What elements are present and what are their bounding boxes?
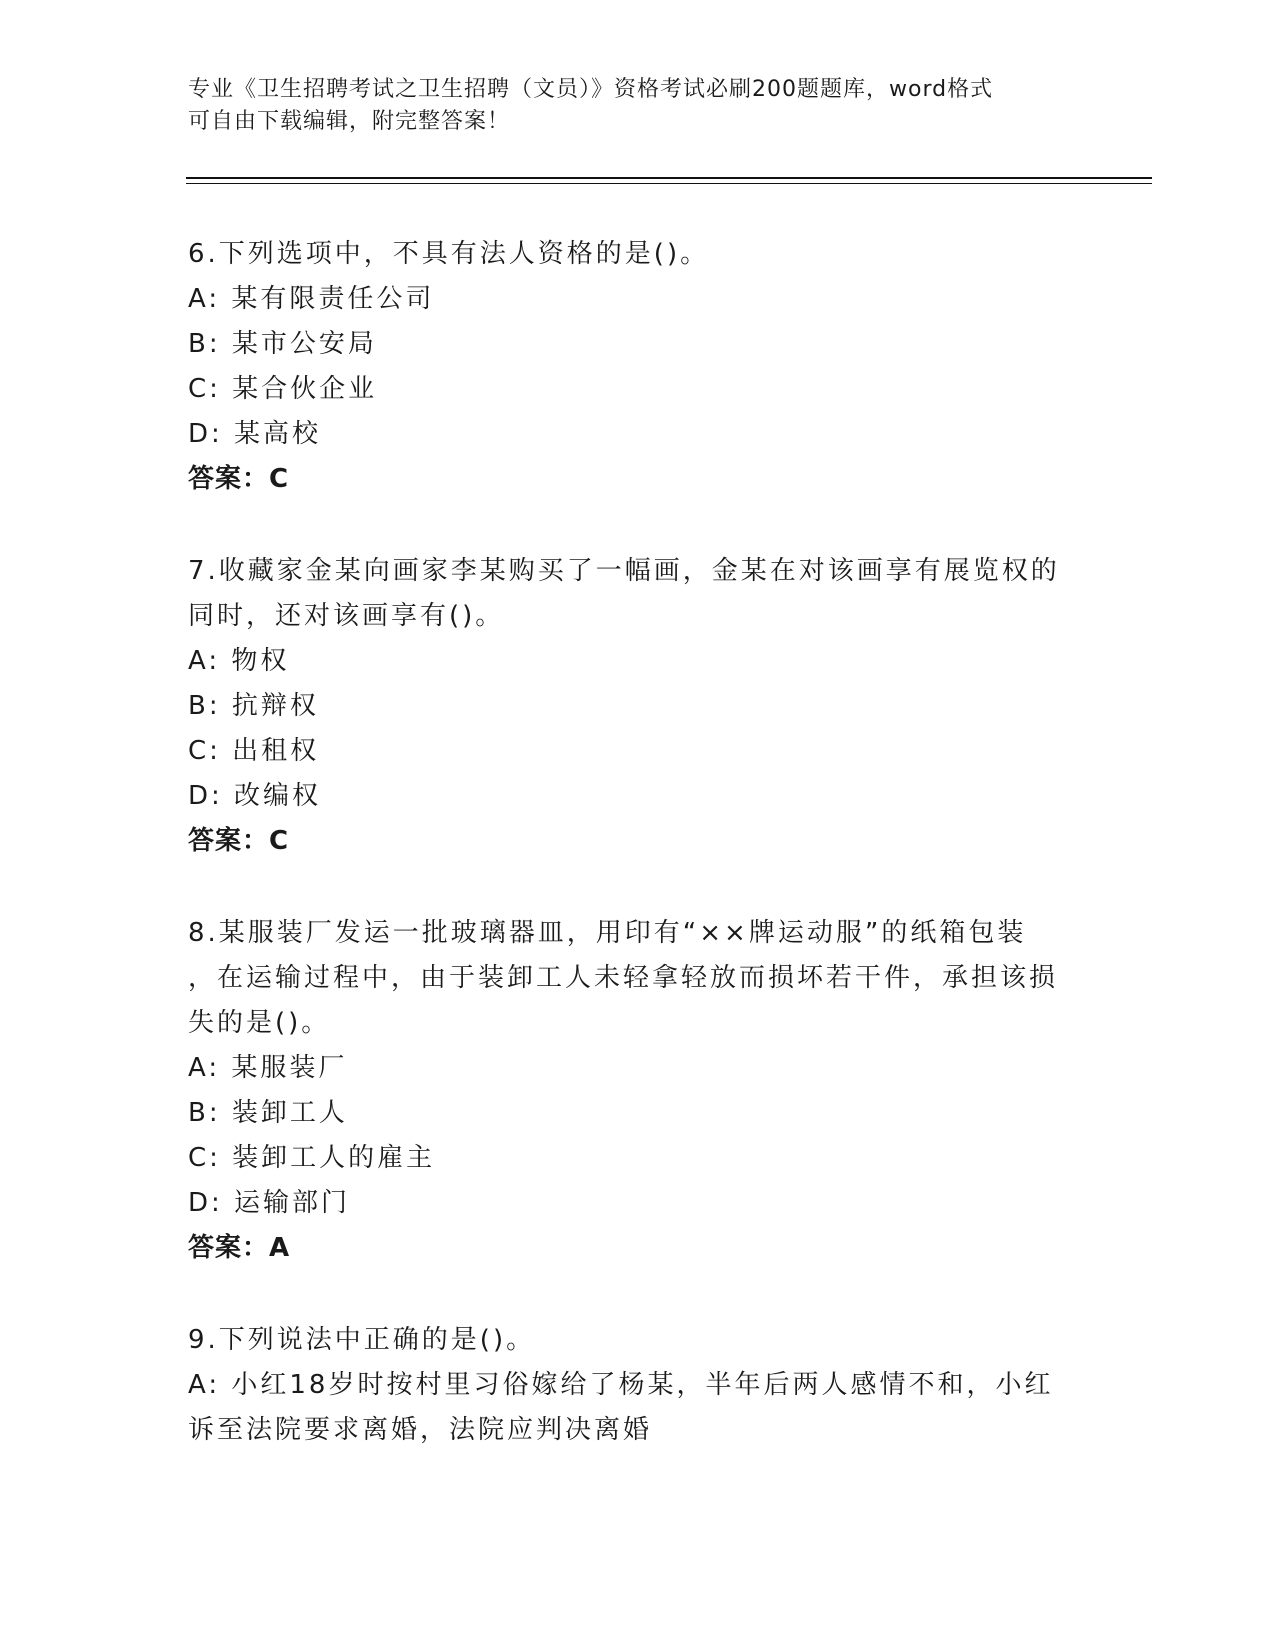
- question-stem-continued: 失的是()。: [188, 1008, 331, 1038]
- question-8: [188, 911, 1068, 1271]
- option-a: A: 某有限责任公司: [188, 284, 435, 314]
- option-a-continued: 诉至法院要求离婚，法院应判决离婚: [188, 1415, 653, 1445]
- question-stem: 7.收藏家金某向画家李某购买了一幅画，金某在对该画享有展览权的: [188, 556, 1060, 586]
- option-b: B: 某市公安局: [188, 329, 377, 359]
- answer-line: 答案：C: [188, 464, 290, 494]
- question-stem: 9.下列说法中正确的是()。: [188, 1325, 536, 1355]
- option-d: D: 改编权: [188, 781, 322, 811]
- header-divider-thick: [186, 177, 1152, 179]
- question-stem: 6.下列选项中，不具有法人资格的是()。: [188, 239, 710, 269]
- option-b: B: 抗辩权: [188, 691, 319, 721]
- answer-line: 答案：C: [188, 826, 290, 856]
- question-stem-continued: ，在运输过程中，由于装卸工人未轻拿轻放而损坏若干件，承担该损: [188, 963, 1059, 993]
- option-a: A: 物权: [188, 646, 290, 676]
- header-line-2: 可自由下载编辑，附完整答案！: [188, 109, 511, 134]
- option-c: C: 装卸工人的雇主: [188, 1143, 436, 1173]
- option-d: D: 某高校: [188, 419, 322, 449]
- question-list: [188, 232, 1068, 1500]
- header-divider-thin: [186, 183, 1152, 184]
- question-stem: 8.某服装厂发运一批玻璃器皿，用印有“××牌运动服”的纸箱包装: [188, 918, 1027, 948]
- option-b: B: 装卸工人: [188, 1098, 348, 1128]
- option-c: C: 某合伙企业: [188, 374, 378, 404]
- question-stem-continued: 同时，还对该画享有()。: [188, 601, 505, 631]
- option-a: A: 某服装厂: [188, 1053, 348, 1083]
- question-9: [188, 1318, 1068, 1453]
- option-d: D: 运输部门: [188, 1188, 351, 1218]
- option-c: C: 出租权: [188, 736, 320, 766]
- question-7: [188, 549, 1068, 864]
- option-a: A: 小红18岁时按村里习俗嫁给了杨某，半年后两人感情不和，小红: [188, 1370, 1054, 1400]
- document-header: [188, 74, 1068, 138]
- answer-line: 答案：A: [188, 1233, 291, 1263]
- header-line-1: 专业《卫生招聘考试之卫生招聘（文员）》资格考试必刷200题题库，word格式: [188, 77, 994, 102]
- question-6: [188, 232, 1068, 502]
